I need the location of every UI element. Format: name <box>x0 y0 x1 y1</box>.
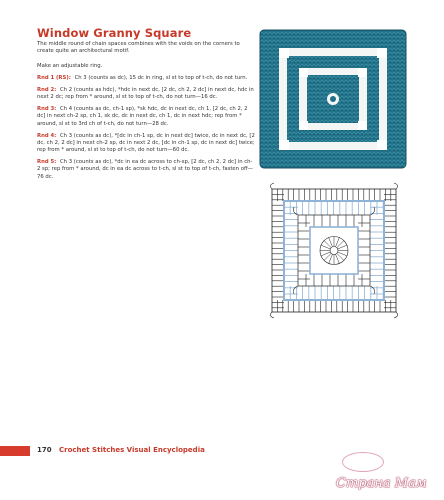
watermark-swirl <box>342 452 384 472</box>
round-instructions <box>37 75 255 186</box>
round-text: Ch 4 (counts as dc, ch-1 sp), *sk hdc, dc in next dc, ch 1, [2 dc, ch 2, 2 dc] in next ch-2 sp, ch 1, sk dc, dc in next dc, ch 1, dc in next hdc; rep from * around, sl st to 3rd ch of t-ch, do not turn—28 dc. <box>37 106 248 127</box>
round-label: Rnd 4: <box>37 132 57 139</box>
round-text: Ch 3 (counts as dc), 15 dc in ring, sl st to top of t-ch, do not turn. <box>74 75 248 81</box>
round-4 <box>37 133 255 155</box>
book-title: Crochet Stitches Visual Encyclopedia <box>59 446 205 454</box>
round-text: Ch 3 (counts as dc), *[dc in ch-1 sp, dc in next dc] twice, dc in next dc, [2 dc, ch 2, 2 dc] in next ch-2 sp, dc in next 2 dc, [dc in ch-1 sp, dc in next dc] twice; rep from * around, sl st to top of t-ch, do not turn—60 dc. <box>37 132 255 154</box>
footer-accent-bar <box>0 446 30 456</box>
watermark-logo: Страна Мам <box>336 476 427 491</box>
page-number: 170 <box>37 446 52 454</box>
round-1 <box>37 75 255 82</box>
pattern-title: Window Granny Square <box>37 26 192 40</box>
round-label: Rnd 1 (RS): <box>37 75 71 81</box>
round-5 <box>37 159 255 181</box>
round-3 <box>37 106 255 128</box>
ring-instruction: Make an adjustable ring. <box>37 63 103 69</box>
round-label: Rnd 2: <box>37 86 57 93</box>
round-label: Rnd 5: <box>37 159 57 166</box>
round-text: Ch 3 (counts as dc), *dc in ea dc across to ch-sp, [2 dc, ch 2, 2 dc] in ch-2 sp; rep from * around, dc in ea dc across to t-ch, sl st to top of t-ch, fasten off—76 dc. <box>37 159 253 180</box>
pattern-intro: The middle round of chain spaces combines with the voids on the corners to create quite an architectural motif. <box>37 41 240 55</box>
granny-square-photo <box>257 27 409 171</box>
round-text: Ch 2 (counts as hdc), *hdc in next dc, [2 dc, ch 2, 2 dc] in next dc, hdc in next 2 dc; rep from * around, sl st to top of t-ch, do not turn—16 dc. <box>37 86 254 101</box>
round-2 <box>37 87 255 102</box>
stitch-diagram <box>264 181 404 320</box>
round-label: Rnd 3: <box>37 106 57 113</box>
